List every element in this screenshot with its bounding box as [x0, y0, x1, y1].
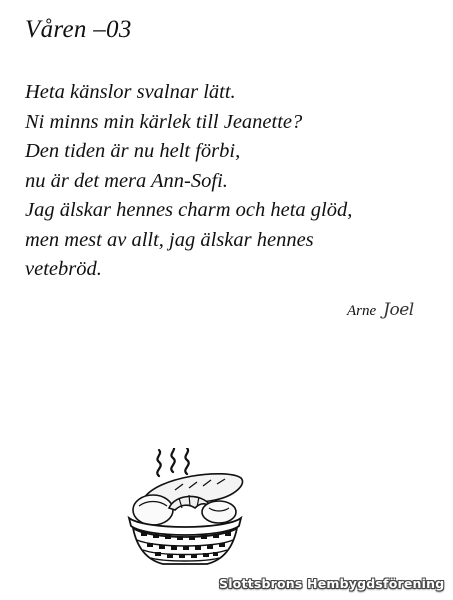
poem-line: Den tiden är nu helt förbi, [25, 140, 241, 162]
poem-line: nu är det mera Ann-Sofi. [25, 169, 228, 192]
poem-title: Våren –03 [25, 16, 132, 43]
signature-first-name: Arne [347, 303, 377, 319]
author-signature [347, 300, 414, 320]
watermark-text: Slottsbrons Hembygdsförening [219, 576, 445, 591]
poem-line: vetebröd. [25, 258, 102, 280]
bread-basket-illustration [115, 448, 255, 573]
signature-handwritten-name: Joel [383, 300, 414, 320]
poem-body [25, 78, 445, 285]
poem-line: men mest av allt, jag älskar hennes [25, 228, 314, 251]
poem-line: Jag älskar hennes charm och heta glöd, [25, 199, 353, 221]
poem-line: Heta känslor svalnar lätt. [25, 81, 236, 103]
poem-line: Ni minns min kärlek till Jeanette? [25, 110, 303, 133]
